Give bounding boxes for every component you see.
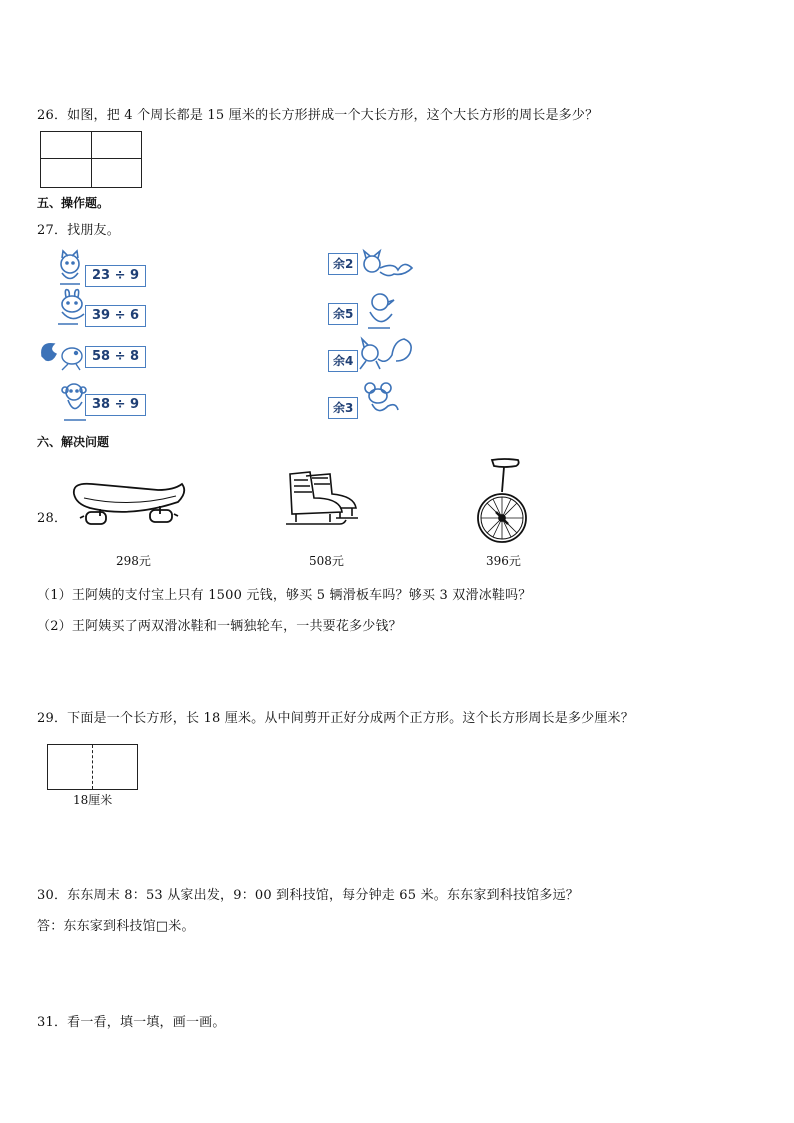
q28-number: 28． [37, 511, 68, 526]
mouse-icon [360, 380, 400, 420]
unicycle-price: 396元 [486, 554, 521, 568]
ice-skates-price: 508元 [309, 554, 344, 568]
dashed-cut-line [92, 745, 93, 789]
q30-answer: 答：东东家到科技馆□米。 [37, 919, 195, 934]
expression-4[interactable]: 38 ÷ 9 [85, 394, 146, 416]
squirrel-outline-icon [356, 335, 416, 371]
expression-2[interactable]: 39 ÷ 6 [85, 305, 146, 327]
horizontal-divider [40, 158, 141, 159]
section-5-title: 五、操作题。 [37, 196, 110, 210]
remainder-3[interactable]: 余4 [328, 350, 358, 372]
q28-sub1: （1）王阿姨的支付宝上只有 1500 元钱，够买 5 辆滑板车吗？够买 3 双滑冰鞋吗？ [37, 588, 532, 603]
section-6-title: 六、解决问题 [37, 435, 110, 449]
expression-3[interactable]: 58 ÷ 8 [85, 346, 146, 368]
q28-sub2: （2）王阿姨买了两双滑冰鞋和一辆独轮车，一共要花多少钱？ [37, 619, 402, 634]
remainder-4[interactable]: 余3 [328, 397, 358, 419]
q29-length-label: 18厘米 [73, 793, 113, 807]
q29-text: 29．下面是一个长方形，长 18 厘米。从中间剪开正好分成两个正方形。这个长方形周长是多少厘米？ [37, 711, 634, 726]
fox-icon [358, 250, 414, 280]
q27-text: 27．找朋友。 [37, 223, 120, 238]
cat-icon [50, 250, 90, 290]
squirrel-icon [38, 338, 88, 372]
q30-text: 30．东东周末 8：53 从家出发，9：00 到科技馆，每分钟走 65 米。东东家到科技馆多远？ [37, 888, 579, 903]
unicycle-icon [470, 456, 530, 546]
ice-skates-icon [280, 468, 360, 534]
q26-text: 26．如图，把 4 个周长都是 15 厘米的长方形拼成一个大长方形，这个大长方形的周长是多少？ [37, 108, 599, 123]
remainder-1[interactable]: 余2 [328, 253, 358, 275]
remainder-2[interactable]: 余5 [328, 303, 358, 325]
expression-1[interactable]: 23 ÷ 9 [85, 265, 146, 287]
vertical-divider [91, 131, 92, 187]
q31-text: 31．看一看，填一填，画一画。 [37, 1015, 226, 1030]
skateboard-icon [70, 478, 188, 534]
chick-icon [360, 290, 400, 330]
skateboard-price: 298元 [116, 554, 151, 568]
